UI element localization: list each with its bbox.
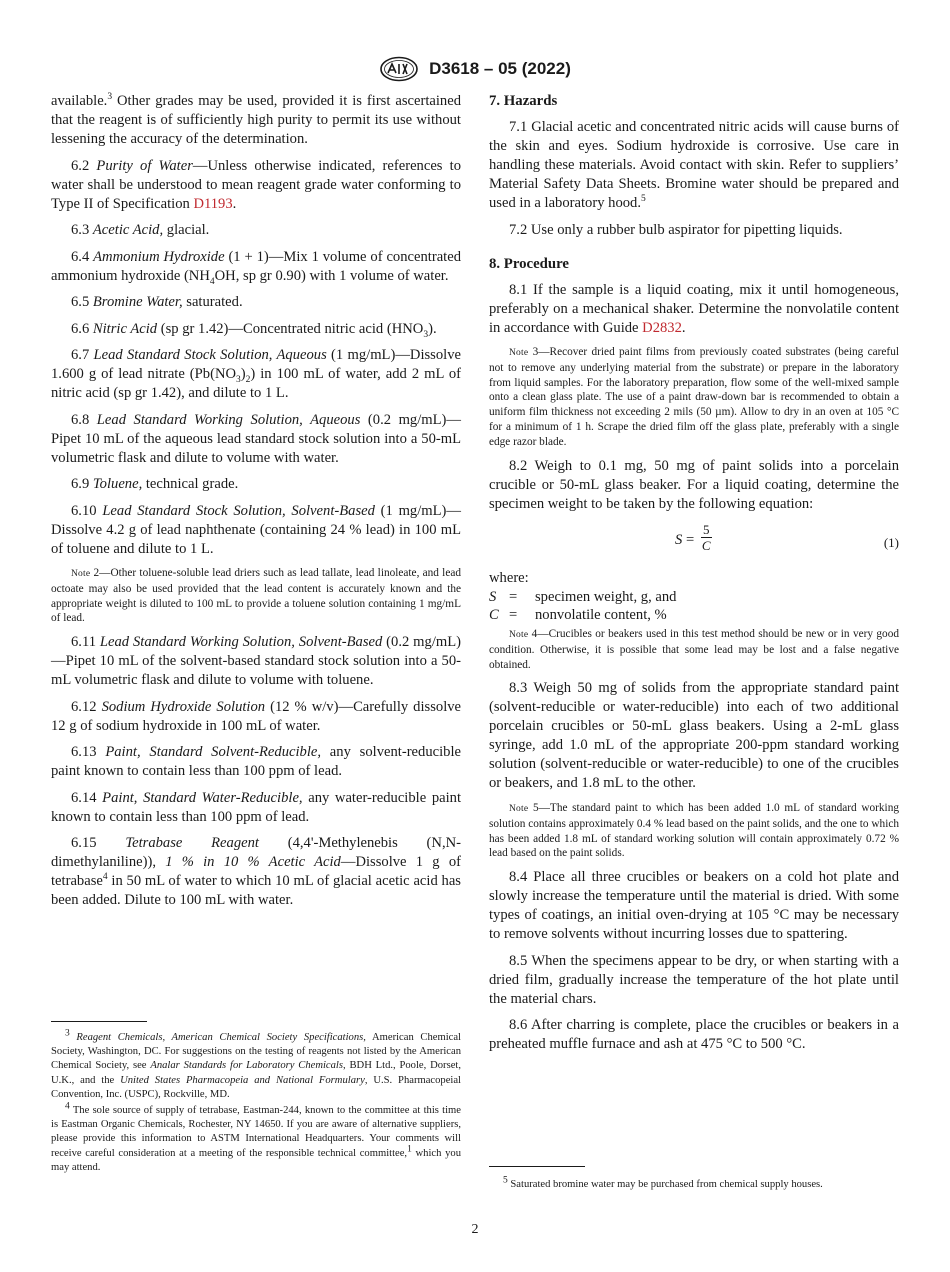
paragraph-7-2: 7.2 Use only a rubber bulb aspirator for pipetting liquids. (509, 221, 843, 238)
paragraph-6-7: 6.7 Lead Standard Stock Solution, Aqueous (1 mg/mL)—Dissolve 1.600 g of lead nitrate $(Pb(NO_3)_2)$ in 100 mL of water, add 2 mL of nitric acid (sp gr 1.42), and dilute to 1 L. (51, 347, 461, 401)
definition-row: S = specimen weight, g, and (489, 589, 677, 606)
astm-logo-icon (379, 56, 419, 82)
equation-numerator: 5 (703, 522, 710, 538)
paragraph-6-2: 6.2 Purity of Water—Unless otherwise indicated, references to water shall be understood to mean reagent grade water conforming to Type II of Specification D1193. (51, 157, 461, 212)
section-7-heading: 7. Hazards (489, 93, 558, 109)
paragraph-6-14: 6.14 Paint, Standard Water-Reducible, any water-reducible paint known to contain less than 100 ppm of lead. (51, 789, 461, 825)
footnote-rule-left (51, 1021, 147, 1022)
footnote-4: $^4$ The sole source of supply of tetrabase, Eastman-244, known to the committee at this time is Eastman Organic Chemicals, Rochester, NY 14650. If you are aware of alternative suppliers, please provide this information to ASTM International Headquarters. Your comments will receive careful consideration at a meeting of the responsible technical committee,$^1$ which you may attend. (51, 1101, 461, 1173)
note-5: Note 5—The standard paint to which has been added 1.0 mL of standard working solution contains approximately 0.4 % lead based on the paint solids, and the one to which has been added 1.8 mL of standard working solution will contain approximately 0.72 % lead based on the paint solids. (489, 801, 899, 860)
right-column (489, 92, 899, 1062)
equation-equals: = (682, 532, 695, 549)
paragraph-continued: available.$^3$ Other grades may be used, provided it is first ascertained that the reagent is of sufficiently high purity to permit its use without lessening the accuracy of the determination. (51, 92, 461, 147)
paragraph-8-6: 8.6 After charring is complete, place the crucibles or beakers in a preheated muffle furnace and ash at 475 °C to 500 °C. (489, 1017, 899, 1053)
paragraph-6-10: 6.10 Lead Standard Stock Solution, Solvent-Based (1 mg/mL)—Dissolve 4.2 g of lead naphthenate (containing 24 % lead) in 100 mL of toluene and dilute to 1 L. (51, 502, 462, 557)
footnote-3: $^3$ Reagent Chemicals, American Chemical Society Specifications, American Chemical Society, Washington, DC. For suggestions on the testing of reagents not listed by the American Chemical Society, see Analar Standards for Laboratory Chemicals, BDH Ltd., Poole, Dorset, U.K., and the United States Pharmacopeia and National Formulary, U.S. Pharmacopeial Convention, Inc. (USPC), Rockville, MD. (51, 1028, 461, 1100)
footnotes-right (489, 1175, 899, 1194)
footnotes-left (51, 1028, 461, 1177)
designation: D3618 – 05 (2022) (429, 59, 571, 78)
equation-fraction (701, 523, 712, 553)
left-column (51, 92, 461, 918)
paragraph-8-5: 8.5 When the specimens appear to be dry, or when starting with a dried film, gradually increase the temperature of the hot plate until the material chars. (489, 952, 899, 1007)
paragraph-6-6: 6.6 Nitric Acid (sp gr 1.42)—Concentrated nitric acid $(HNO_3)$. (71, 320, 437, 340)
equation-number: (1) (883, 535, 899, 551)
paragraph-8-1: 8.1 If the sample is a liquid coating, mix it until homogeneous, preferably on a mechanical shaker. Determine the nonvolatile content in accordance with Guide D2832. (489, 281, 899, 336)
link-d2832[interactable]: D2832 (642, 319, 682, 336)
section-8-heading: 8. Procedure (489, 255, 569, 272)
paragraph-7-1: 7.1 Glacial acetic and concentrated nitric acids will cause burns of the skin and eyes. Sodium hydroxide is corrosive. Use care in handling these materials. Avoid contact with skin. Refer to suppliers’ Material Safety Data Sheets. Bromine water should be prepared and used in a laboratory hood.$^5$ (489, 119, 899, 211)
paragraph-8-3: 8.3 Weigh 50 mg of solids from the appropriate standard paint (solvent-reducible or water-reducible) into each of two additional porcelain crucibles or 50-mL glass beakers. Using a 2-mL glass syringe, add 1.0 mL of the appropriate 200-ppm standard working solution (solvent-reducible or water-reducible) to one of the crucibles or beakers, and 1.8 mL to the other. (489, 680, 899, 792)
paragraph-6-13: 6.13 Paint, Standard Solvent-Reducible, any solvent-reducible paint known to contain less than 100 ppm of lead. (51, 744, 461, 780)
page-number: 2 (471, 1222, 479, 1237)
paragraph-6-3: 6.3 Acetic Acid, glacial. (71, 222, 210, 238)
page-header (0, 56, 950, 82)
paragraph-6-12: 6.12 Sodium Hydroxide Solution (12 % w/v)—Carefully dissolve 12 g of sodium hydroxide in 100 mL of water. (51, 698, 462, 734)
paragraph-6-4: 6.4 Ammonium Hydroxide (1 + 1)—Mix 1 volume of concentrated ammonium hydroxide ($NH_4OH$, sp gr 0.90) with 1 volume of water. (51, 248, 462, 287)
paragraph-6-9: 6.9 Toluene, technical grade. (71, 476, 239, 492)
link-d1193[interactable]: D1193 (193, 195, 233, 212)
note-3: Note 3—Recover dried paint films from previously coated substrates (being careful not to remove any underlying material from the substrate) or prepare in the laboratory from liquid samples. For the laboratory preparation, flow some of the well-mixed sample onto a clean glass plate. The use of a paint draw-down bar is recommended to obtain a uniform film thickness not exceeding 2 mils (50 µm). Allow to dry in an oven at 105 °C for a minimum of 1 h. Scrape the dried film off the glass plate, preferably with a single edge razor blade. (489, 346, 899, 448)
footnote-5: $^5$ Saturated bromine water may be purchased from chemical supply houses. (503, 1175, 823, 1190)
equation-lhs: S (675, 532, 683, 549)
equation-denominator: C (701, 538, 711, 554)
paragraph-6-15: 6.15 Tetrabase Reagent (4,4'-Methylenebis (N,N-dimethylaniline)), 1 % in 10 % Acetic Acid—Dissolve 1 g of tetrabase$^4$ in 50 mL of water to which 10 mL of glacial acetic acid has been added. Dilute to 100 mL with water. (51, 835, 462, 909)
where-label: where: (489, 570, 529, 587)
paragraph-6-8: 6.8 Lead Standard Working Solution, Aqueous (0.2 mg/mL)—Pipet 10 mL of the aqueous lead standard stock solution into a 50-mL volumetric flask and dilute to volume with water. (51, 411, 461, 466)
definition-row: C = nonvolatile content, % (489, 607, 667, 624)
paragraph-8-2: 8.2 Weigh to 0.1 mg, 50 mg of paint solids into a porcelain crucible or 50-mL glass beaker. For a liquid coating, determine the specimen weight to be taken by the following equation: (489, 457, 899, 512)
note-4: Note 4—Crucibles or beakers used in this test method should be new or in very good condition. Otherwise, it is possible that some lead may be lost and a false negative obtained. (489, 628, 899, 671)
paragraph-6-5: 6.5 Bromine Water, saturated. (71, 294, 243, 310)
paragraph-6-11: 6.11 Lead Standard Working Solution, Solvent-Based (0.2 mg/mL)—Pipet 10 mL of the solvent-based standard stock solution into a 50-mL volumetric flask and dilute to volume with toluene. (51, 634, 461, 689)
footnote-rule-right (489, 1166, 585, 1167)
equation-1 (489, 521, 899, 561)
paragraph-8-4: 8.4 Place all three crucibles or beakers on a cold hot plate and slowly increase the temperature until the material is dried. With some types of coatings, an initial oven-drying at 105 °C may be necessary to remove solvents without incurring losses due to spattering. (489, 869, 899, 943)
note-2: Note 2—Other toluene-soluble lead driers such as lead tallate, lead linoleate, and lead octoate may also be used provided that the lead content is accurately known and the appropriate weight is diluted to 100 mL to provide a toluene solution containing 1 mg/mL of lead. (51, 567, 461, 625)
